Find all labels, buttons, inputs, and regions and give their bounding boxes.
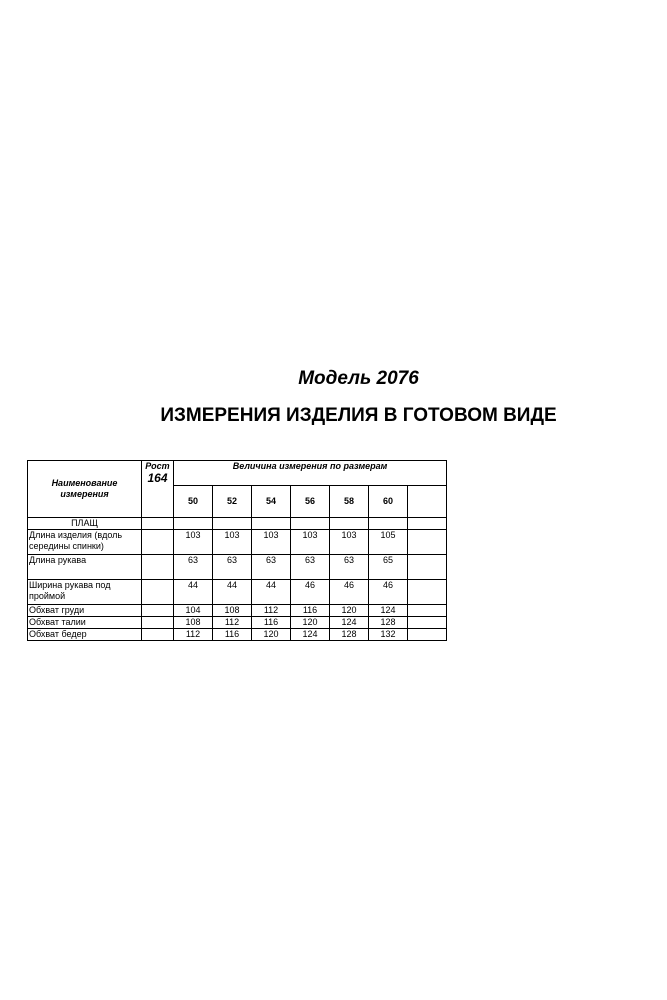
height-value: 164 xyxy=(147,471,168,485)
sizes-group-header: Величина измерения по размерам xyxy=(174,461,447,486)
row-value: 112 xyxy=(252,605,291,617)
row-value: 116 xyxy=(252,617,291,629)
row-value: 112 xyxy=(174,629,213,641)
section-label: ПЛАЩ xyxy=(28,518,142,530)
row-value: 44 xyxy=(252,580,291,605)
row-value: 44 xyxy=(213,580,252,605)
row-value: 120 xyxy=(291,617,330,629)
table-row xyxy=(28,530,447,555)
empty-cell xyxy=(408,486,447,518)
row-value: 103 xyxy=(213,530,252,555)
row-value: 116 xyxy=(291,605,330,617)
row-value: 104 xyxy=(174,605,213,617)
table-row xyxy=(28,555,447,580)
row-value: 63 xyxy=(330,555,369,580)
model-title: Модель 2076 xyxy=(298,368,419,389)
table-row xyxy=(28,580,447,605)
row-value: 124 xyxy=(330,617,369,629)
row-value: 128 xyxy=(369,617,408,629)
row-value: 63 xyxy=(174,555,213,580)
row-value: 103 xyxy=(330,530,369,555)
row-value: 46 xyxy=(330,580,369,605)
table-row xyxy=(28,617,447,629)
size-header: 56 xyxy=(291,486,330,518)
height-label: Рост xyxy=(145,461,170,471)
row-name: Обхват бедер xyxy=(28,629,142,641)
row-value: 108 xyxy=(213,605,252,617)
row-value: 128 xyxy=(330,629,369,641)
row-value: 132 xyxy=(369,629,408,641)
size-header: 60 xyxy=(369,486,408,518)
row-value: 120 xyxy=(330,605,369,617)
row-value: 124 xyxy=(291,629,330,641)
row-value: 112 xyxy=(213,617,252,629)
row-name: Длина рукава xyxy=(28,555,142,580)
row-value: 116 xyxy=(213,629,252,641)
size-header: 58 xyxy=(330,486,369,518)
row-value: 103 xyxy=(252,530,291,555)
row-value: 124 xyxy=(369,605,408,617)
row-name: Длина изделия (вдоль середины спинки) xyxy=(28,530,142,555)
row-value: 46 xyxy=(369,580,408,605)
row-name: Обхват талии xyxy=(28,617,142,629)
size-header: 50 xyxy=(174,486,213,518)
height-header xyxy=(142,461,174,518)
row-name: Ширина рукава под проймой xyxy=(28,580,142,605)
size-header: 52 xyxy=(213,486,252,518)
row-value: 108 xyxy=(174,617,213,629)
row-value: 46 xyxy=(291,580,330,605)
row-value: 120 xyxy=(252,629,291,641)
row-value: 63 xyxy=(213,555,252,580)
row-value: 65 xyxy=(369,555,408,580)
row-value: 44 xyxy=(174,580,213,605)
name-column-header: Наименование измерения xyxy=(28,461,142,518)
table-row xyxy=(28,629,447,641)
row-value: 63 xyxy=(252,555,291,580)
measurements-table xyxy=(27,460,447,641)
row-value: 103 xyxy=(174,530,213,555)
row-value: 105 xyxy=(369,530,408,555)
size-header: 54 xyxy=(252,486,291,518)
table-row xyxy=(28,605,447,617)
row-name: Обхват груди xyxy=(28,605,142,617)
document-heading: ИЗМЕРЕНИЯ ИЗДЕЛИЯ В ГОТОВОМ ВИДЕ xyxy=(160,405,557,426)
row-value: 103 xyxy=(291,530,330,555)
row-value: 63 xyxy=(291,555,330,580)
